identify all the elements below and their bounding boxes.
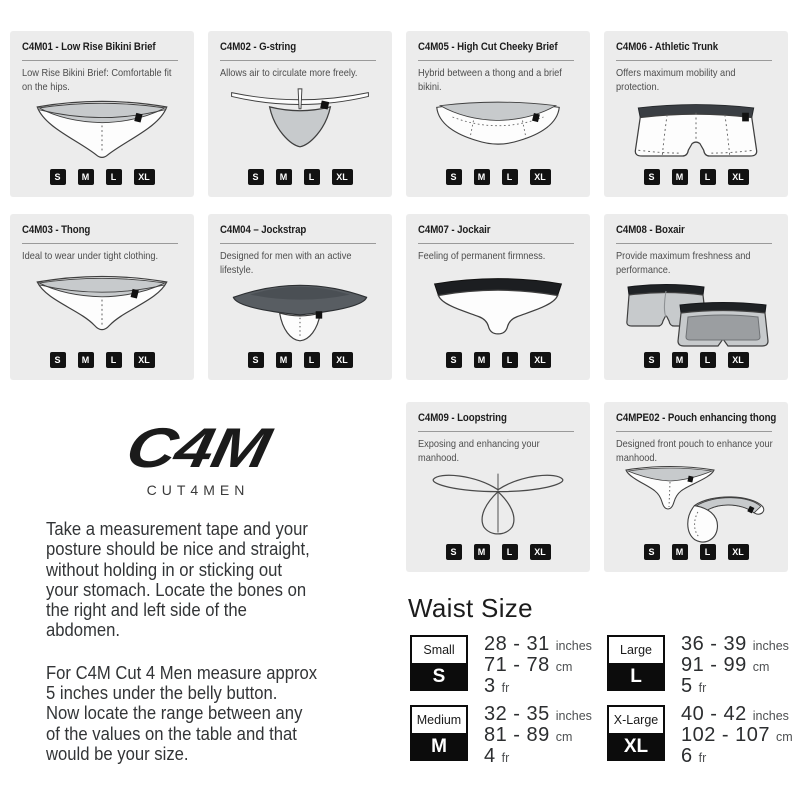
fr-value: 4 [484,745,496,767]
product-card-c4m02 [208,31,392,197]
size-badge-xl: XL [728,544,749,560]
inches-unit: inches [752,639,789,653]
size-box-medium [410,705,468,761]
instruction-line: For C4M Cut 4 Men measure approx [46,661,318,683]
size-badge-xl: XL [728,352,749,368]
divider [220,243,376,244]
instruction-line: the right and left side of the [46,599,247,621]
size-badge-xl: XL [530,544,551,560]
inches-unit: inches [555,709,592,723]
instruction-line: Take a measurement tape and your [46,518,308,539]
size-row-medium [410,705,592,768]
size-badge-l: L [502,352,518,368]
size-badge-m: M [78,352,94,368]
fr-value: 5 [681,675,693,697]
product-description: Designed for men with an active lifestyle. [220,250,352,276]
size-badge-l: L [106,169,122,185]
size-name: Large [607,635,665,663]
size-row-small [410,635,592,698]
instruction-line: without holding in or sticking out [46,558,283,580]
size-badge-xl: XL [728,169,749,185]
size-measurements [681,705,793,768]
product-title: C4M04 – Jockstrap [220,224,307,236]
cheeky-brief-illustration [418,95,578,167]
size-measurements [681,635,789,698]
divider [418,243,574,244]
product-card-c4m06 [604,31,788,197]
size-badge-s: S [248,352,264,368]
inches-value: 40 - 42 [681,703,747,725]
fr-unit: fr [698,751,707,765]
size-badge-l: L [700,352,716,368]
product-title: C4M06 - Athletic Trunk [616,41,719,53]
divider [418,60,574,61]
product-title: C4M02 - G-string [220,41,297,53]
size-code: XL [607,733,665,761]
inches-value: 32 - 35 [484,703,550,725]
size-name: X-Large [607,705,665,733]
pouch-thong-illustration [616,466,776,542]
product-card-c4mpe02 [604,402,788,572]
product-description: Designed front pouch to enhance your manhood. [616,438,773,464]
size-badge-s: S [446,544,462,560]
size-badge-m: M [474,352,490,368]
g-string-illustration [220,81,380,167]
divider [22,60,178,61]
size-measurements [484,705,592,768]
bikini-brief-illustration [22,95,182,167]
thong-illustration [22,264,182,350]
product-title: C4M08 - Boxair [616,224,685,236]
inches-unit: inches [752,709,789,723]
size-badge-m: M [276,352,292,368]
size-badge-s: S [248,169,264,185]
product-card-c4m08 [604,214,788,380]
size-badge-s: S [50,352,66,368]
size-code: M [410,733,468,761]
instruction-line: abdomen. [46,619,121,641]
cm-unit: cm [555,660,573,674]
divider [616,60,772,61]
size-box-small [410,635,468,691]
size-badge-xl: XL [134,169,155,185]
fr-value: 3 [484,675,496,697]
product-title: C4M01 - Low Rise Bikini Brief [22,41,156,53]
cm-unit: cm [752,660,770,674]
cm-unit: cm [776,730,793,744]
cm-value: 71 - 78 [484,654,550,676]
jockair-illustration [418,264,578,350]
size-badges [22,352,182,368]
size-badge-xl: XL [530,169,551,185]
product-card-c4m05 [406,31,590,197]
size-row-xlarge [607,705,793,768]
waist-size-heading: Waist Size [408,593,533,623]
size-badge-m: M [672,544,688,560]
size-box-xlarge [607,705,665,761]
size-badges [418,352,578,368]
cm-value: 91 - 99 [681,654,747,676]
instruction-line: your stomach. Locate the bones on [46,578,307,600]
size-code: S [410,663,468,691]
size-badge-l: L [502,544,518,560]
product-title: C4M05 - High Cut Cheeky Brief [418,41,558,53]
instruction-line: posture should be nice and straight, [46,538,310,560]
product-description: Exposing and enhancing your manhood. [418,438,540,464]
size-badge-xl: XL [134,352,155,368]
loopstring-illustration [418,466,578,542]
divider [22,243,178,244]
size-badge-l: L [304,352,320,368]
size-badges [418,169,578,185]
instruction-line: would be your size. [46,742,189,764]
product-description: Offers maximum mobility and protection. [616,67,736,93]
size-badge-s: S [644,169,660,185]
product-description: Allows air to circulate more freely. [220,67,358,79]
size-badge-s: S [446,352,462,368]
product-description: Provide maximum freshness and performance. [616,250,751,276]
jockstrap-illustration [220,278,380,350]
product-description: Ideal to wear under tight clothing. [22,250,159,262]
product-card-c4m07 [406,214,590,380]
size-badges [616,544,776,560]
size-badge-s: S [446,169,462,185]
athletic-trunk-illustration [616,95,776,167]
fr-value: 6 [681,745,693,767]
size-badges [418,544,578,560]
inches-value: 36 - 39 [681,633,747,655]
product-description: Feeling of permanent firmness. [418,250,546,262]
size-badge-l: L [304,169,320,185]
brand-logo-subtext: CUT4MEN [146,482,250,498]
size-badge-l: L [106,352,122,368]
size-badge-m: M [78,169,94,185]
size-code: L [607,663,665,691]
size-badges [220,169,380,185]
divider [220,60,376,61]
fr-unit: fr [698,681,707,695]
size-badge-l: L [502,169,518,185]
instruction-line: Now locate the range between any [46,702,303,724]
size-badge-m: M [474,544,490,560]
cm-value: 81 - 89 [484,724,550,746]
size-badge-m: M [276,169,292,185]
product-card-c4m01 [10,31,194,197]
product-card-c4m03 [10,214,194,380]
product-title: C4MPE02 - Pouch enhancing thong [616,412,777,424]
measurement-instructions [46,519,381,764]
size-badge-s: S [50,169,66,185]
product-card-c4m04 [208,214,392,380]
size-badge-s: S [644,544,660,560]
brand-logo-text: C4M [121,416,276,479]
size-badge-l: L [700,544,716,560]
divider [616,243,772,244]
size-badge-l: L [700,169,716,185]
size-badge-xl: XL [332,169,353,185]
size-badge-xl: XL [530,352,551,368]
product-description: Low Rise Bikini Brief: Comfortable fit on the hips. [22,67,172,93]
size-badges [616,352,776,368]
product-description: Hybrid between a thong and a brief bikini. [418,67,562,93]
size-badge-xl: XL [332,352,353,368]
size-badge-s: S [644,352,660,368]
fr-unit: fr [501,681,510,695]
size-badge-m: M [672,169,688,185]
size-box-large [607,635,665,691]
divider [616,431,772,432]
fr-unit: fr [501,751,510,765]
brand-logo [0,416,396,498]
size-badges [220,352,380,368]
size-badge-m: M [474,169,490,185]
inches-unit: inches [555,639,592,653]
product-title: C4M07 - Jockair [418,224,491,236]
instruction-line: 5 inches under the belly button. [46,682,278,704]
size-measurements [484,635,592,698]
cm-unit: cm [555,730,573,744]
size-badges [22,169,182,185]
cm-value: 102 - 107 [681,724,771,746]
product-title: C4M03 - Thong [22,224,91,236]
instruction-line: of the values on the table and that [46,722,297,744]
inches-value: 28 - 31 [484,633,550,655]
size-badge-m: M [672,352,688,368]
size-row-large [607,635,789,698]
product-title: C4M09 - Loopstring [418,412,507,424]
size-name: Small [410,635,468,663]
size-name: Medium [410,705,468,733]
boxair-illustration [616,278,776,350]
size-badges [616,169,776,185]
